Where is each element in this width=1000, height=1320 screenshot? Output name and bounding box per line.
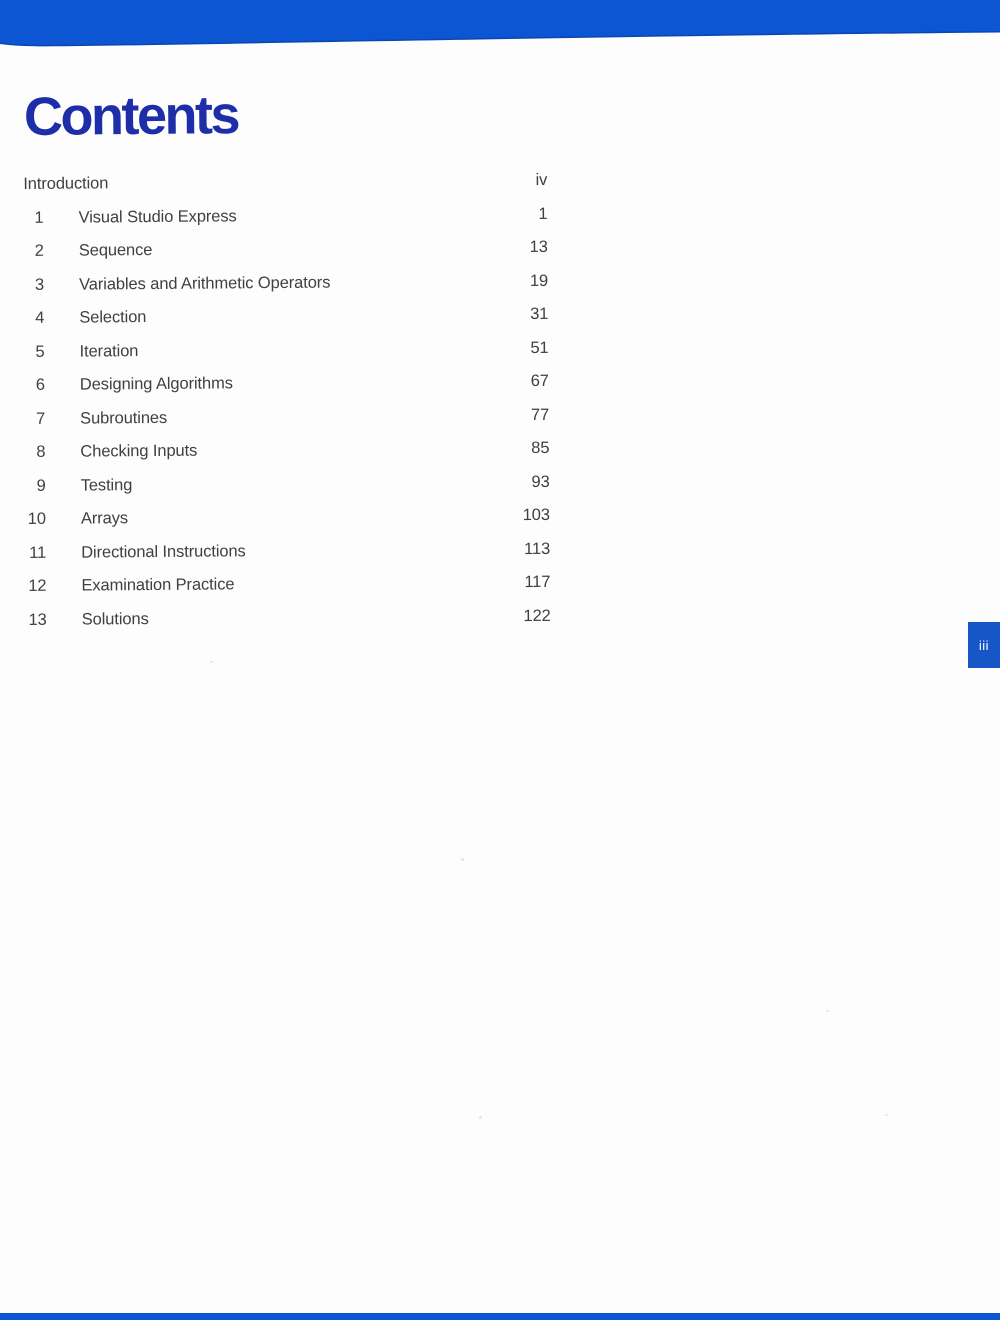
toc-chapter-number: 13 bbox=[28, 610, 47, 629]
toc-row bbox=[24, 298, 548, 336]
toc-page-number: 85 bbox=[531, 439, 550, 458]
toc-chapter-number: 7 bbox=[35, 409, 46, 428]
toc-row bbox=[24, 231, 548, 269]
toc-page-number: 122 bbox=[523, 606, 551, 625]
toc-chapter-number: 1 bbox=[34, 208, 44, 227]
toc-item-label: Testing bbox=[80, 475, 133, 495]
scan-speck bbox=[479, 1116, 482, 1119]
toc-item-label: Directional Instructions bbox=[81, 542, 246, 562]
toc-item-label: Introduction bbox=[23, 174, 109, 194]
toc-page-number: 1 bbox=[538, 204, 548, 223]
toc-row bbox=[23, 164, 547, 202]
toc-chapter-number: 9 bbox=[36, 476, 46, 495]
folio-number: iii bbox=[978, 637, 990, 653]
toc-chapter-number: 5 bbox=[35, 342, 45, 361]
table-of-contents bbox=[23, 164, 551, 638]
toc-item-label: Arrays bbox=[80, 509, 129, 528]
toc-row bbox=[24, 264, 548, 302]
toc-row bbox=[25, 398, 549, 436]
toc-row bbox=[26, 566, 550, 604]
toc-item-label: Iteration bbox=[79, 341, 139, 361]
toc-page-number: 13 bbox=[529, 238, 548, 257]
toc-page-number: 117 bbox=[524, 573, 551, 592]
toc-page-number: iv bbox=[535, 171, 548, 190]
folio-tab bbox=[968, 622, 1000, 668]
toc-page-number: 113 bbox=[524, 539, 551, 558]
toc-item-label: Selection bbox=[79, 308, 147, 327]
toc-row bbox=[25, 365, 549, 403]
toc-chapter-number: 3 bbox=[34, 275, 45, 294]
scan-speck bbox=[461, 858, 464, 861]
toc-row bbox=[23, 197, 547, 235]
toc-row bbox=[24, 331, 548, 369]
toc-item-label: Variables and Arithmetic Operators bbox=[78, 273, 331, 294]
toc-row bbox=[26, 532, 550, 570]
toc-page-number: 77 bbox=[530, 405, 550, 424]
toc-row bbox=[26, 465, 550, 503]
toc-chapter-number: 6 bbox=[35, 376, 45, 395]
toc-page-number: 19 bbox=[529, 271, 549, 290]
toc-chapter-number: 12 bbox=[28, 577, 47, 596]
toc-chapter-number: 10 bbox=[27, 510, 46, 529]
toc-chapter-number: 8 bbox=[36, 443, 46, 462]
toc-item-label: Sequence bbox=[78, 241, 153, 260]
toc-chapter-number: 2 bbox=[34, 242, 44, 261]
toc-chapter-number: 4 bbox=[35, 309, 45, 328]
toc-item-label: Checking Inputs bbox=[80, 441, 198, 461]
top-banner bbox=[0, 0, 1000, 50]
toc-item-label: Examination Practice bbox=[81, 575, 235, 595]
toc-item-label: Visual Studio Express bbox=[78, 207, 237, 227]
toc-item-label: Solutions bbox=[81, 609, 149, 629]
toc-row bbox=[25, 432, 549, 470]
toc-page-number: 67 bbox=[530, 372, 549, 391]
scan-speck bbox=[210, 661, 213, 663]
scan-speck bbox=[885, 1114, 888, 1116]
toc-row bbox=[27, 599, 551, 637]
toc-chapter-number: 11 bbox=[29, 543, 47, 562]
toc-page-number: 103 bbox=[522, 506, 550, 525]
toc-page-number: 93 bbox=[531, 472, 550, 491]
toc-page-number: 31 bbox=[530, 305, 549, 324]
bottom-banner bbox=[0, 1313, 1000, 1320]
toc-item-label: Designing Algorithms bbox=[79, 374, 233, 394]
scan-speck bbox=[826, 1010, 829, 1012]
toc-page-number: 51 bbox=[530, 338, 549, 357]
toc-row bbox=[26, 499, 550, 537]
page-title: Contents bbox=[23, 85, 239, 147]
toc-item-label: Subroutines bbox=[80, 408, 168, 428]
